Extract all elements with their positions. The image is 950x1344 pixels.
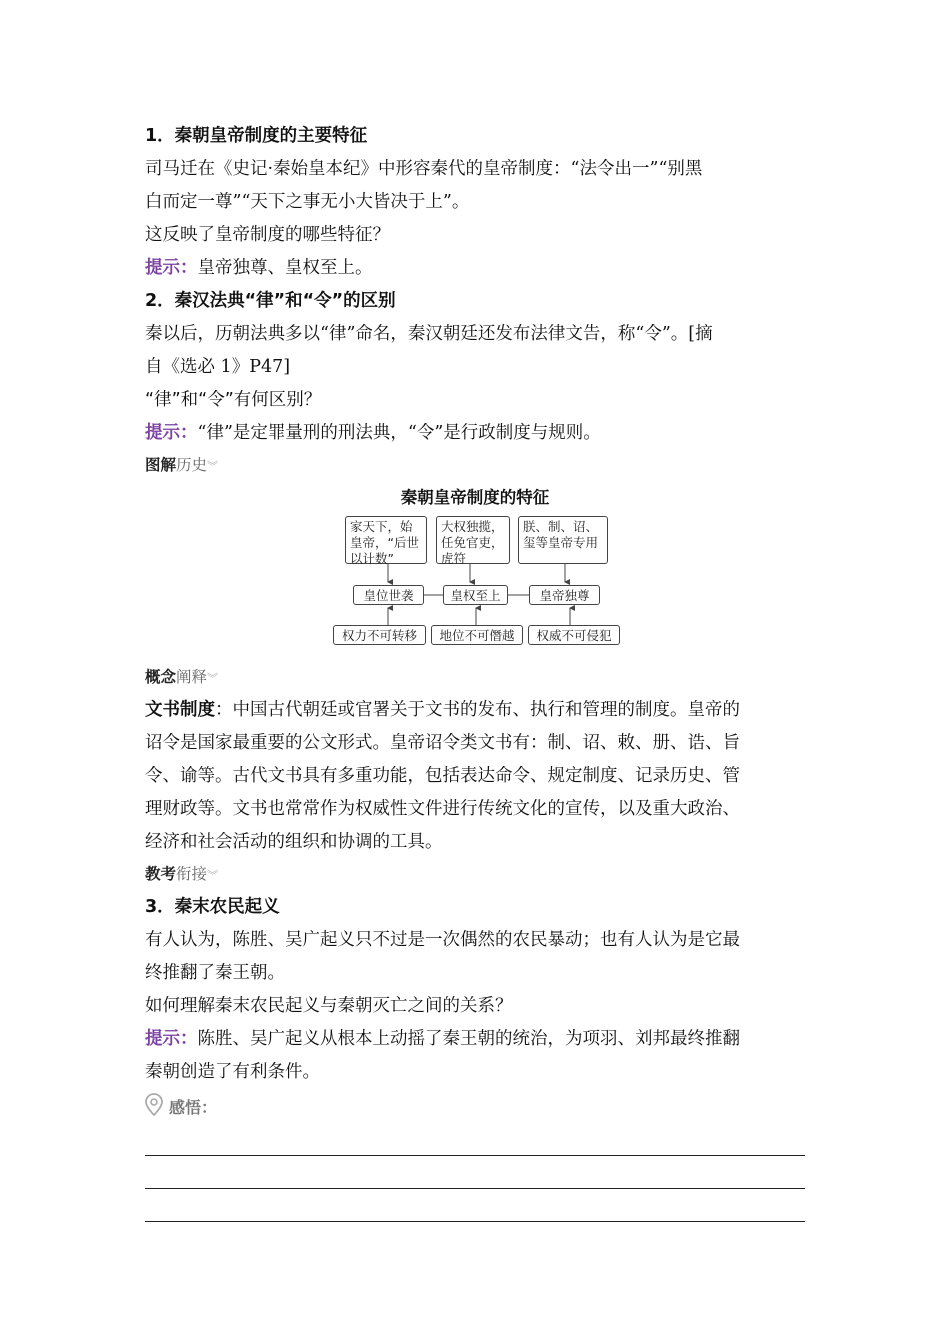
tag-bold-part: 教考 <box>145 865 177 883</box>
tag-illustrated-history <box>145 450 805 482</box>
document-page <box>145 120 805 1222</box>
hint-text: 皇帝独尊、皇权至上。 <box>197 258 373 278</box>
tag-bold-part: 图解 <box>145 456 177 474</box>
middle-box-3: 皇帝独尊 <box>529 585 600 605</box>
section2-material-line1: 秦以后，历朝法典多以“律”命名，秦汉朝廷还发布法律文告，称“令”。[摘 <box>145 324 713 344</box>
top-box-1: 家天下，始皇帝，“后世以计数” <box>345 516 427 564</box>
concept-line4: 理财政等。文书也常常作为权威性文件进行传统文化的宣传，以及重大政治、 <box>145 799 740 819</box>
concept-line5: 经济和社会活动的组织和协调的工具。 <box>145 832 443 852</box>
bottom-box-2: 地位不可僭越 <box>431 625 523 645</box>
section2-question: “律”和“令”有何区别？ <box>145 390 322 410</box>
section2-hint <box>145 417 805 450</box>
top-box-3: 朕、制、诏、玺等皇帝专用 <box>518 516 608 564</box>
hint-label: 提示： <box>145 423 198 443</box>
middle-box-2: 皇权至上 <box>443 585 508 605</box>
section2-title: 2．秦汉法典“律”和“令”的区别 <box>145 291 396 311</box>
section1-title: 1．秦朝皇帝制度的主要特征 <box>145 126 368 146</box>
concept-term: 文书制度 <box>145 700 215 720</box>
chevron-down-icon: ︾ <box>207 869 219 882</box>
section1-hint <box>145 252 805 285</box>
hint-text: 陈胜、吴广起义从根本上动摇了秦王朝的统治，为项羽、刘邦最终推翻 <box>197 1029 740 1049</box>
bottom-box-3: 权威不可侵犯 <box>528 625 620 645</box>
tag-bold-part: 概念 <box>145 668 177 686</box>
insight-label: 感悟： <box>169 1098 218 1117</box>
writing-line-2[interactable] <box>145 1156 805 1189</box>
chevron-down-icon: ︾ <box>207 672 219 685</box>
section1-material-line1: 司马迁在《史记·秦始皇本纪》中形容秦代的皇帝制度：“法令出一”“别黑 <box>145 159 703 179</box>
writing-line-3[interactable] <box>145 1189 805 1222</box>
insight-row <box>145 1089 805 1123</box>
section1-material-line2: 白而定一尊”“天下之事无小大皆决于上”。 <box>145 192 470 212</box>
section3-material-line1: 有人认为，陈胜、吴广起义只不过是一次偶然的农民暴动；也有人认为是它最 <box>145 930 740 950</box>
concept-line2: 诏令是国家最重要的公文形式。皇帝诏令类文书有：制、诏、敕、册、诰、旨 <box>145 733 740 753</box>
section3-question: 如何理解秦末农民起义与秦朝灭亡之间的关系？ <box>145 996 513 1016</box>
tag-light-part: 阐释 <box>176 668 208 686</box>
hint-label: 提示： <box>145 1029 198 1049</box>
section3-title: 3．秦末农民起义 <box>145 897 280 917</box>
chevron-down-icon: ︾ <box>207 460 219 473</box>
concept-colon: ： <box>215 700 233 720</box>
section3-hint-line1 <box>145 1023 805 1056</box>
hint-label: 提示： <box>145 258 198 278</box>
tag-exam-link <box>145 859 805 891</box>
hint-text: “律”是定罪量刑的刑法典，“令”是行政制度与规则。 <box>197 423 601 443</box>
top-box-2: 大权独揽，任免官吏，虎符 <box>436 516 510 564</box>
tag-light-part: 历史 <box>176 456 208 474</box>
concept-paragraph <box>145 694 805 859</box>
tag-light-part: 衔接 <box>176 865 208 883</box>
feature-diagram <box>145 482 805 662</box>
section3-material-line2: 终推翻了秦王朝。 <box>145 963 285 983</box>
section2-material-line2: 自《选必 1》P47] <box>145 357 291 377</box>
writing-line-1[interactable] <box>145 1123 805 1156</box>
concept-line1 <box>145 694 805 727</box>
map-pin-icon <box>145 1093 163 1119</box>
middle-box-1: 皇位世袭 <box>353 585 424 605</box>
tag-concept-explanation <box>145 662 805 694</box>
diagram-title: 秦朝皇帝制度的特征 <box>400 488 550 507</box>
concept-line3: 令、谕等。古代文书具有多重功能，包括表达命令、规定制度、记录历史、管 <box>145 766 740 786</box>
section1-question: 这反映了皇帝制度的哪些特征？ <box>145 225 390 245</box>
section3-hint-line2: 秦朝创造了有利条件。 <box>145 1062 320 1082</box>
bottom-box-1: 权力不可转移 <box>333 625 426 645</box>
concept-text: 中国古代朝廷或官署关于文书的发布、执行和管理的制度。皇帝的 <box>232 700 740 720</box>
